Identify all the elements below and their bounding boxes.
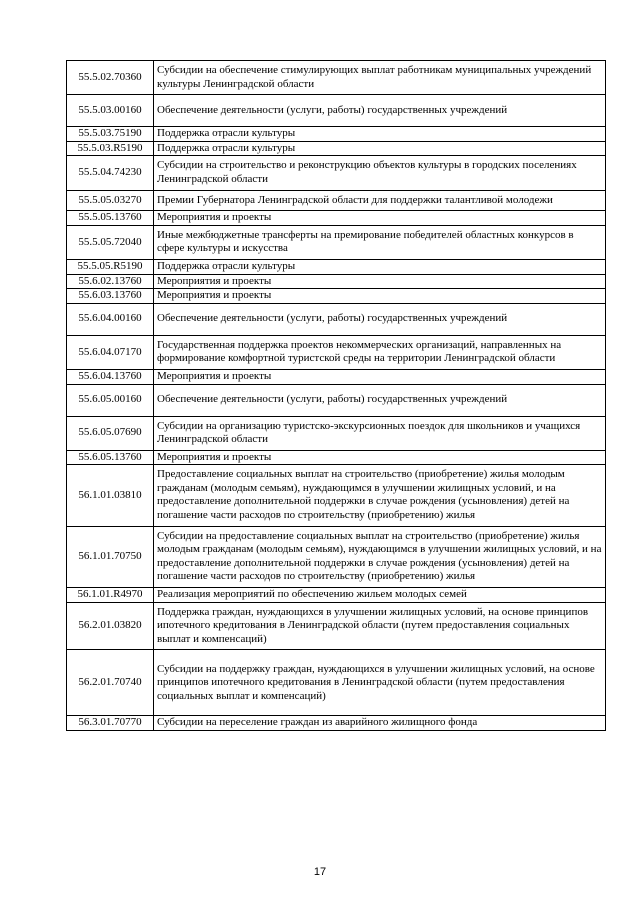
code-cell: 55.5.05.72040 xyxy=(67,225,154,259)
description-cell: Мероприятия и проекты xyxy=(154,274,606,289)
description-cell: Предоставление социальных выплат на строительство (приобретение) жилья молодым гражданам (молодым семьям), нуждающимся в улучшении жилищных условий, и на предоставление дополнительной поддержки в случае рождения (усыновления) детей на погашение части расходов по строительству (приобретению) жилья xyxy=(154,465,606,526)
code-cell: 55.6.04.00160 xyxy=(67,303,154,335)
table-row xyxy=(67,289,606,304)
description-cell: Субсидии на предоставление социальных выплат на строительство (приобретение) жилья молодым гражданам (молодым семьям), нуждающимся в улучшении жилищных условий, и на предоставление дополнительной поддержки в случае рождения (усыновления) детей на погашение части расходов по строительству (приобретению) жилья xyxy=(154,526,606,587)
description-cell: Поддержка граждан, нуждающихся в улучшении жилищных условий, на основе принципов ипотечного кредитования в Ленинградской области (путем предоставления социальных выплат и компенсаций) xyxy=(154,602,606,650)
description-cell: Премии Губернатора Ленинградской области для поддержки талантливой молодежи xyxy=(154,190,606,211)
code-cell: 55.5.03.75190 xyxy=(67,127,154,142)
description-cell: Мероприятия и проекты xyxy=(154,289,606,304)
description-cell: Субсидии на поддержку граждан, нуждающихся в улучшении жилищных условий, на основе принципов ипотечного кредитования в Ленинградской области (путем предоставления социальных выплат и компенсаций) xyxy=(154,650,606,716)
description-cell: Поддержка отрасли культуры xyxy=(154,141,606,156)
table-row xyxy=(67,274,606,289)
table-row xyxy=(67,465,606,526)
description-cell: Мероприятия и проекты xyxy=(154,369,606,384)
code-cell: 56.1.01.70750 xyxy=(67,526,154,587)
table-row xyxy=(67,190,606,211)
description-cell: Поддержка отрасли культуры xyxy=(154,127,606,142)
code-cell: 55.6.02.13760 xyxy=(67,274,154,289)
page-number: 17 xyxy=(313,866,327,878)
table-row xyxy=(67,225,606,259)
table-row xyxy=(67,259,606,274)
table-row xyxy=(67,127,606,142)
table-row xyxy=(67,450,606,465)
code-cell: 55.5.04.74230 xyxy=(67,156,154,190)
table-row xyxy=(67,416,606,450)
budget-codes-table xyxy=(66,60,606,731)
description-cell: Обеспечение деятельности (услуги, работы) государственных учреждений xyxy=(154,303,606,335)
description-cell: Иные межбюджетные трансферты на премирование победителей областных конкурсов в сфере культуры и искусства xyxy=(154,225,606,259)
code-cell: 55.5.02.70360 xyxy=(67,61,154,95)
table-row xyxy=(67,588,606,603)
description-cell: Субсидии на строительство и реконструкцию объектов культуры в городских поселениях Ленинградской области xyxy=(154,156,606,190)
code-cell: 55.6.04.07170 xyxy=(67,335,154,369)
description-cell: Мероприятия и проекты xyxy=(154,211,606,226)
table-row xyxy=(67,95,606,127)
description-cell: Мероприятия и проекты xyxy=(154,450,606,465)
description-cell: Обеспечение деятельности (услуги, работы) государственных учреждений xyxy=(154,384,606,416)
code-cell: 55.6.03.13760 xyxy=(67,289,154,304)
table-row xyxy=(67,303,606,335)
description-cell: Реализация мероприятий по обеспечению жильем молодых семей xyxy=(154,588,606,603)
code-cell: 55.5.03.00160 xyxy=(67,95,154,127)
code-cell: 55.5.03.R5190 xyxy=(67,141,154,156)
code-cell: 55.5.05.13760 xyxy=(67,211,154,226)
description-cell: Субсидии на переселение граждан из аварийного жилищного фонда xyxy=(154,716,606,731)
code-cell: 56.1.01.R4970 xyxy=(67,588,154,603)
description-cell: Субсидии на обеспечение стимулирующих выплат работникам муниципальных учреждений культуры Ленинградской области xyxy=(154,61,606,95)
code-cell: 55.5.05.R5190 xyxy=(67,259,154,274)
code-cell: 56.1.01.03810 xyxy=(67,465,154,526)
table-row xyxy=(67,61,606,95)
code-cell: 55.6.05.00160 xyxy=(67,384,154,416)
table-row xyxy=(67,384,606,416)
code-cell: 55.5.05.03270 xyxy=(67,190,154,211)
description-cell: Обеспечение деятельности (услуги, работы) государственных учреждений xyxy=(154,95,606,127)
table-row xyxy=(67,526,606,587)
code-cell: 55.6.04.13760 xyxy=(67,369,154,384)
code-cell: 55.6.05.13760 xyxy=(67,450,154,465)
table-row xyxy=(67,369,606,384)
table-row xyxy=(67,716,606,731)
table-row xyxy=(67,211,606,226)
code-cell: 56.2.01.03820 xyxy=(67,602,154,650)
description-cell: Государственная поддержка проектов некоммерческих организаций, направленных на формирование комфортной туристской среды на территории Ленинградской области xyxy=(154,335,606,369)
code-cell: 56.3.01.70770 xyxy=(67,716,154,731)
table-row xyxy=(67,650,606,716)
table-row xyxy=(67,156,606,190)
table-row xyxy=(67,602,606,650)
description-cell: Субсидии на организацию туристско-экскурсионных поездок для школьников и учащихся Ленинградской области xyxy=(154,416,606,450)
code-cell: 55.6.05.07690 xyxy=(67,416,154,450)
table-row xyxy=(67,141,606,156)
description-cell: Поддержка отрасли культуры xyxy=(154,259,606,274)
table-row xyxy=(67,335,606,369)
code-cell: 56.2.01.70740 xyxy=(67,650,154,716)
